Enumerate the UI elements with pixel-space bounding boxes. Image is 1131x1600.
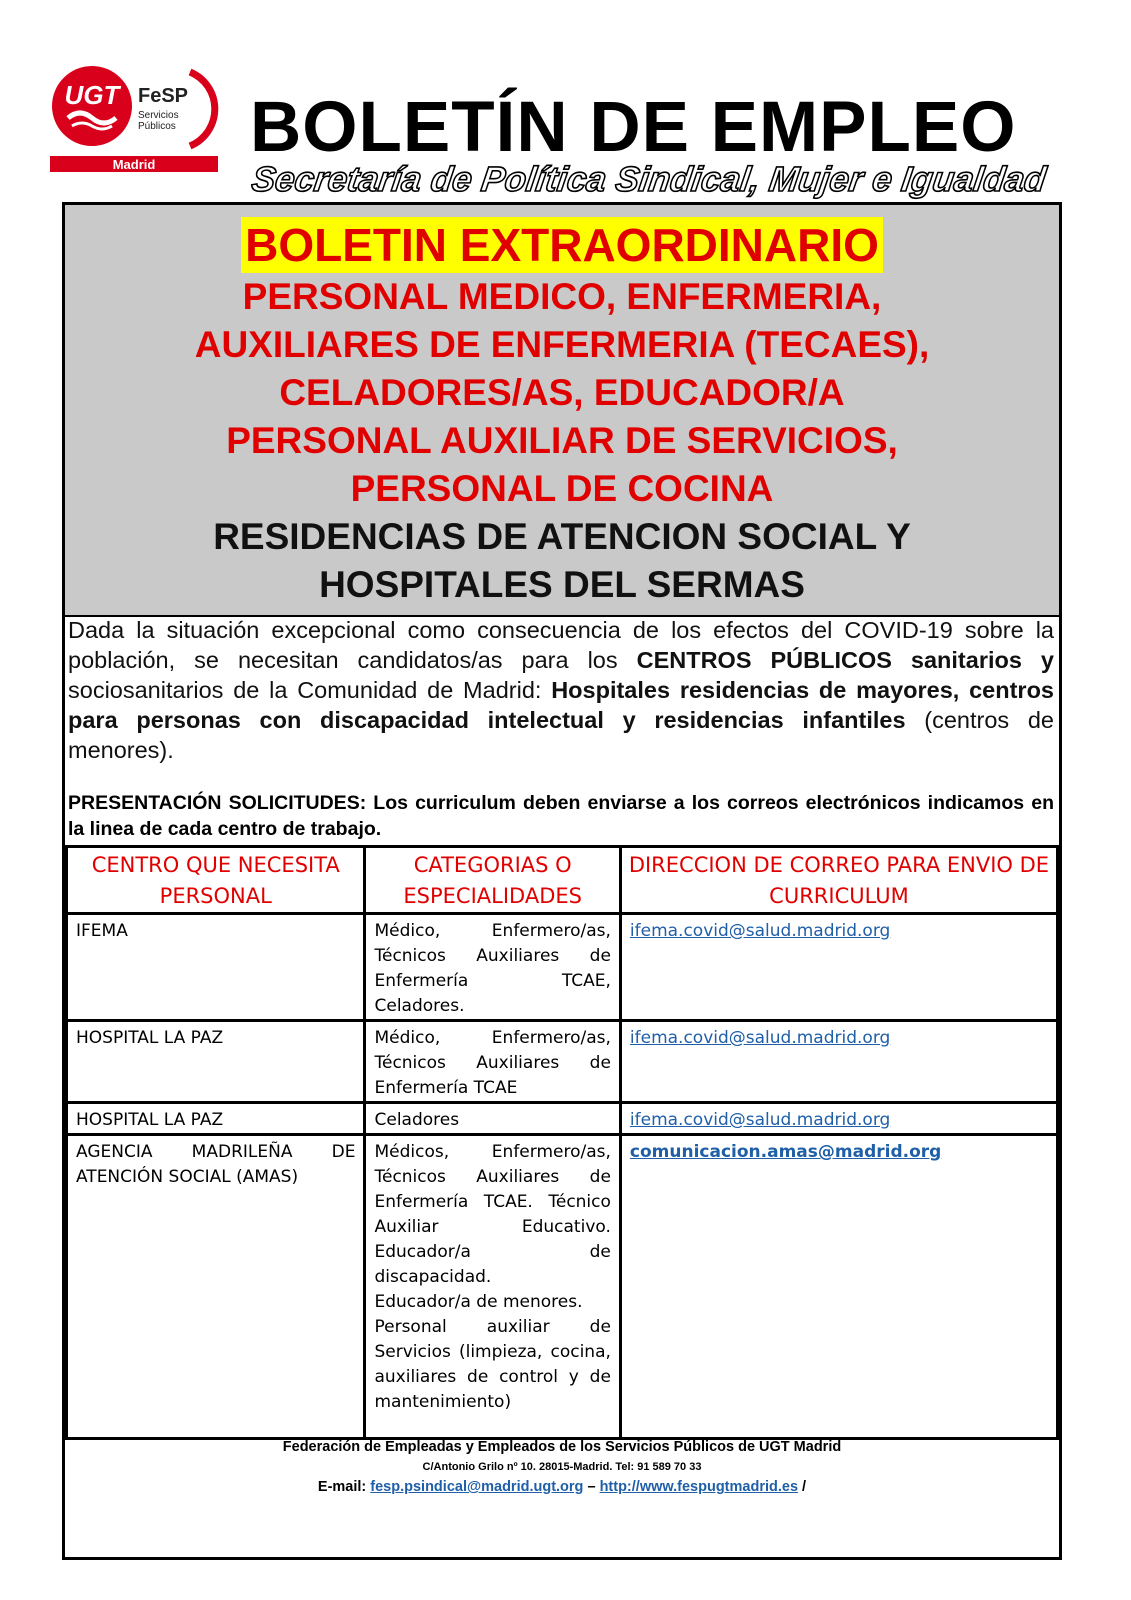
cell-categorias: Médico, Enfermero/as, Técnicos Auxiliares de Enfermería TCAE [365,1021,620,1103]
footer [65,1435,1059,1499]
cell-centro: HOSPITAL LA PAZ [67,1021,365,1103]
cell-categorias: Médicos, Enfermero/as, Técnicos Auxiliares de Enfermería TCAE. Técnico Auxiliar Educativo. Educador/a de discapacidad. Educador/a de menores. Personal auxiliar de Servicios (limpieza, cocina, auxiliares de control y de mantenimiento) [365,1135,620,1439]
logo-ugt-text: UGT [64,80,120,110]
banner-box [65,205,1059,617]
footer-contact: E-mail: fesp.psindical@madrid.ugt.org – http://www.fespugtmadrid.es / [317,1479,807,1495]
banner-red-line: PERSONAL MEDICO, ENFERMERIA, [242,276,882,317]
banner-red-line: AUXILIARES DE ENFERMERIA (TECAES), [194,324,930,365]
header-categorias: CATEGORIAS O ESPECIALIDADES [365,847,620,914]
logo-fesp-text: FeSP [138,85,189,107]
logo-line1: Servicios [138,110,179,121]
footer-address: C/Antonio Grilo nº 10. 28015-Madrid. Tel: 91 589 70 33 [422,1461,702,1473]
page-title: BOLETÍN DE EMPLEO [250,88,1017,167]
email-link[interactable]: ifema.covid@salud.madrid.org [629,921,891,941]
cell-centro: AGENCIA MADRILEÑA DE ATENCIÓN SOCIAL (AMAS) [67,1135,365,1439]
logo-line2: Públicos [138,121,176,132]
header-email: DIRECCION DE CORREO PARA ENVIO DE CURRICULUM [620,847,1057,914]
header-centro: CENTRO QUE NECESITA PERSONAL [67,847,365,914]
email-link[interactable]: comunicacion.amas@madrid.org [629,1142,942,1162]
cell-email [620,914,1057,1021]
intro-paragraph: Dada la situación excepcional como consecuencia de los efectos del COVID-19 sobre la población, se necesitan candidatos/as para los CENTROS PÚBLICOS sanitarios y sociosanitarios de la Comunidad de Madrid: Hospitales residencias de mayores, centros para personas con discapacidad intelectual y residencias infantiles (centros de menores). [68,617,1054,763]
banner-red-line: PERSONAL DE COCINA [350,468,774,509]
cell-categorias: Médico, Enfermero/as, Técnicos Auxiliares de Enfermería TCAE, Celadores. [365,914,620,1021]
email-link[interactable]: ifema.covid@salud.madrid.org [629,1028,891,1048]
footer-org: Federación de Empleadas y Empleados de los Servicios Públicos de UGT Madrid [282,1439,842,1455]
cell-centro: IFEMA [67,914,365,1021]
jobs-table [65,845,1059,1440]
footer-web-link[interactable]: http://www.fespugtmadrid.es [599,1479,799,1495]
cell-email [620,1021,1057,1103]
ugt-fesp-logo [50,66,220,178]
table-row [67,1103,1058,1135]
email-link[interactable]: ifema.covid@salud.madrid.org [629,1110,891,1130]
extraordinary-title: BOLETIN EXTRAORDINARIO [241,217,883,273]
footer-email-link[interactable]: fesp.psindical@madrid.ugt.org [370,1479,584,1495]
cell-centro: HOSPITAL LA PAZ [67,1103,365,1135]
table-row [67,914,1058,1021]
cell-categorias: Celadores [365,1103,620,1135]
table-row [67,1021,1058,1103]
applications-note: PRESENTACIÓN SOLICITUDES: Los curriculum deben enviarse a los correos electrónicos indicamos en la linea de cada centro de trabajo. [68,792,1054,840]
banner-red-line: CELADORES/AS, EDUCADOR/A [279,372,845,413]
table-row [67,1135,1058,1439]
banner-black-line: RESIDENCIAS DE ATENCION SOCIAL Y [213,516,911,557]
banner-black-line: HOSPITALES DEL SERMAS [319,564,805,605]
banner-red-line: PERSONAL AUXILIAR DE SERVICIOS, [226,420,898,461]
table-header-row [67,847,1058,914]
logo-region: Madrid [112,157,156,172]
cell-email [620,1103,1057,1135]
page-subtitle: Secretaría de Política Sindical, Mujer e Igualdad [249,160,1049,199]
cell-email [620,1135,1057,1439]
